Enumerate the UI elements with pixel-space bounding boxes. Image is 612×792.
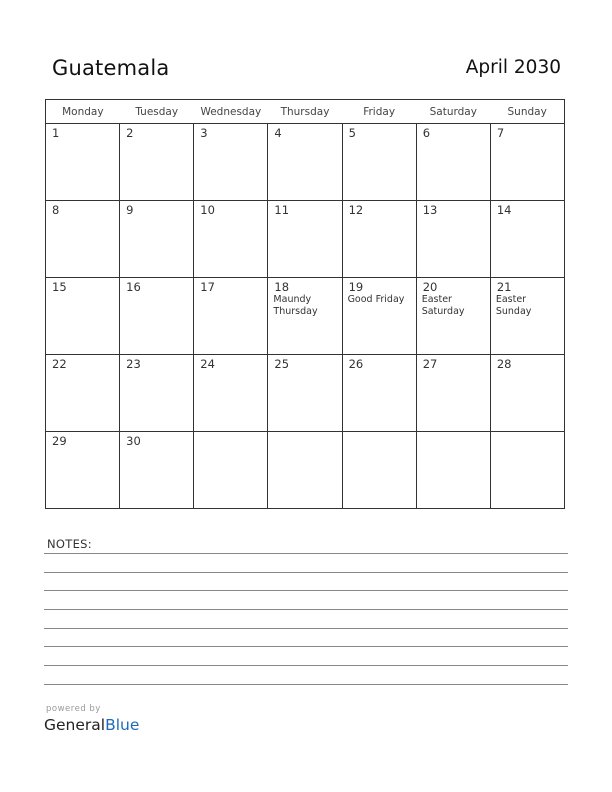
calendar-day-cell — [490, 124, 564, 201]
brand-blue-text: Blue — [105, 716, 140, 734]
calendar-week-row — [46, 278, 565, 355]
weekday-header: Thursday — [268, 100, 342, 124]
note-line — [44, 590, 568, 591]
calendar-day-cell — [194, 124, 268, 201]
weekday-header: Monday — [46, 100, 120, 124]
weekday-header: Sunday — [490, 100, 564, 124]
calendar-day-cell — [342, 355, 416, 432]
calendar-day-cell — [120, 355, 194, 432]
day-number: 11 — [274, 203, 290, 217]
holiday-label: Easter Sunday — [495, 294, 532, 317]
day-number: 22 — [52, 357, 67, 371]
calendar-week-row — [46, 201, 565, 278]
weekday-header-row — [46, 100, 565, 124]
calendar-day-cell — [416, 201, 490, 278]
note-line — [44, 609, 568, 610]
holiday-label: Good Friday — [347, 294, 405, 305]
calendar-week-row — [46, 124, 565, 201]
day-number: 20 — [422, 280, 438, 294]
day-number: 27 — [422, 357, 438, 371]
powered-by-text: powered by — [46, 704, 101, 714]
day-number: 15 — [52, 280, 67, 294]
day-number: 6 — [422, 126, 431, 140]
calendar-day-cell — [194, 278, 268, 355]
day-number: 8 — [52, 203, 60, 217]
calendar-day-cell — [46, 355, 120, 432]
calendar-day-cell — [342, 124, 416, 201]
holiday-label: Easter Saturday — [421, 294, 465, 317]
calendar-day-cell — [120, 124, 194, 201]
calendar-day-cell — [268, 124, 342, 201]
day-number: 14 — [496, 203, 512, 217]
calendar-week-row — [46, 355, 565, 432]
calendar-day-cell — [46, 201, 120, 278]
day-number: 24 — [200, 357, 215, 371]
calendar-day-cell — [490, 355, 564, 432]
day-number: 10 — [200, 203, 215, 217]
day-number: 21 — [496, 280, 512, 294]
day-number: 7 — [496, 126, 505, 140]
calendar-day-cell — [416, 355, 490, 432]
calendar-day-cell — [490, 432, 564, 509]
weekday-header: Friday — [342, 100, 416, 124]
note-line — [44, 684, 568, 685]
day-number: 30 — [126, 434, 141, 448]
day-number: 28 — [496, 357, 512, 371]
day-number: 5 — [348, 126, 356, 140]
calendar-day-cell — [268, 278, 342, 355]
calendar-day-cell — [342, 432, 416, 509]
day-number: 23 — [126, 357, 141, 371]
calendar-day-cell — [342, 278, 416, 355]
note-line — [44, 572, 568, 573]
calendar-day-cell — [490, 278, 564, 355]
day-number: 25 — [274, 357, 290, 371]
day-number: 17 — [200, 280, 215, 294]
calendar-country-title: Guatemala — [52, 56, 170, 80]
day-number: 2 — [126, 126, 134, 140]
day-number: 19 — [348, 280, 364, 294]
calendar-day-cell — [490, 201, 564, 278]
calendar-day-cell — [120, 432, 194, 509]
calendar-week-row — [46, 432, 565, 509]
calendar-day-cell — [194, 355, 268, 432]
calendar-day-cell — [416, 124, 490, 201]
notes-label: NOTES: — [47, 537, 92, 551]
note-line — [44, 665, 568, 666]
day-number: 29 — [52, 434, 67, 448]
calendar-day-cell — [342, 201, 416, 278]
calendar-day-cell — [46, 278, 120, 355]
calendar-month-year: April 2030 — [465, 57, 561, 78]
weekday-header: Wednesday — [194, 100, 268, 124]
weekday-header: Saturday — [416, 100, 490, 124]
brand-general-text: General — [44, 716, 106, 734]
day-number: 12 — [348, 203, 364, 217]
note-line — [44, 553, 568, 554]
holiday-label: Maundy Thursday — [273, 294, 318, 317]
day-number: 9 — [126, 203, 134, 217]
day-number: 3 — [200, 126, 208, 140]
weekday-header: Tuesday — [120, 100, 194, 124]
calendar-grid — [45, 99, 565, 509]
calendar-day-cell — [268, 355, 342, 432]
day-number: 1 — [52, 126, 60, 140]
calendar-day-cell — [194, 201, 268, 278]
calendar-day-cell — [46, 432, 120, 509]
calendar-day-cell — [416, 278, 490, 355]
calendar-day-cell — [268, 432, 342, 509]
calendar-day-cell — [120, 201, 194, 278]
day-number: 26 — [348, 357, 364, 371]
calendar-day-cell — [268, 201, 342, 278]
day-number: 13 — [422, 203, 438, 217]
calendar-day-cell — [416, 432, 490, 509]
generalblue-logo[interactable] — [44, 716, 139, 734]
note-line — [44, 628, 568, 629]
calendar-day-cell — [194, 432, 268, 509]
note-line — [44, 646, 568, 647]
day-number: 18 — [274, 280, 290, 294]
day-number: 16 — [126, 280, 141, 294]
day-number: 4 — [274, 126, 282, 140]
calendar-day-cell — [120, 278, 194, 355]
calendar-day-cell — [46, 124, 120, 201]
